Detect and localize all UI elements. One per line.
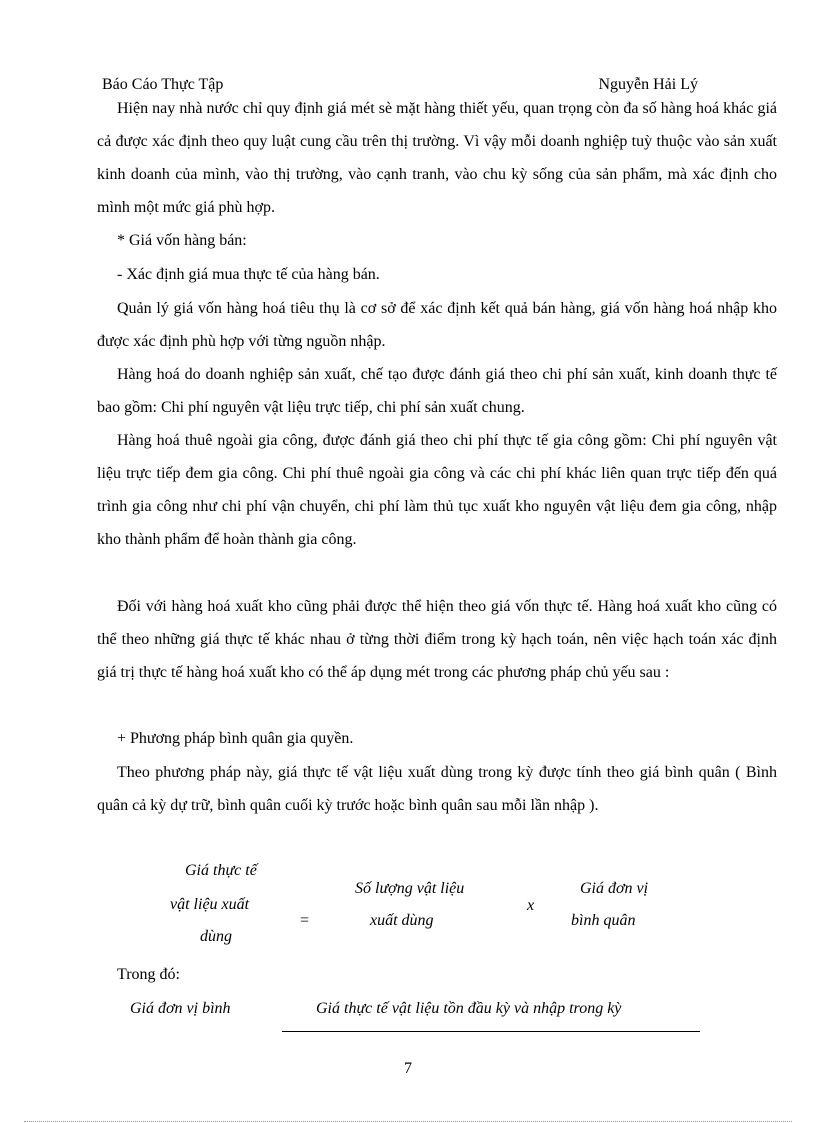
formula2-lhs: Giá đơn vị bình: [130, 1000, 231, 1017]
paragraph-4: Quản lý giá vốn hàng hoá tiêu thụ là cơ sở để xác định kết quả bán hàng, giá vốn hàng hoá nhập kho được xác định phù hợp với từng nguồn nhập.: [97, 300, 777, 350]
paragraph-8: + Phương pháp bình quân gia quyền.: [117, 730, 354, 747]
paragraph-7: Đối với hàng hoá xuất kho cũng phải được thể hiện theo giá vốn thực tế. Hàng hoá xuất kho cũng có thể theo những giá thực tế khác nhau ở từng thời điểm trong kỳ hạch toán, nên việc hạch toán xác định giá trị thực tế hàng hoá xuất kho có thể áp dụng mét trong các phương pháp chủ yếu sau :: [97, 598, 777, 681]
paragraph-6: Hàng hoá thuê ngoài gia công, được đánh giá theo chi phí thực tế gia công gồm: Chi phí nguyên vật liệu trực tiếp đem gia công. Chi phí thuê ngoài gia công và các chi phí khác liên quan trực tiếp đến quá trình gia công như chi phí vận chuyển, chi phí làm thủ tục xuất kho nguyên vật liệu đem gia công, nhập kho thành phẩm để hoàn thành gia công.: [97, 432, 777, 548]
formula-term1-line1: Số lượng vật liệu: [355, 880, 465, 897]
page-bottom-border: [24, 1121, 792, 1122]
paragraph-2: * Giá vốn hàng bán:: [117, 232, 247, 249]
formula-times: x: [527, 897, 535, 914]
formula-equals: =: [300, 912, 310, 929]
formula2-numerator: Giá thực tế vật liệu tồn đầu kỳ và nhập trong kỳ: [316, 1000, 622, 1017]
paragraph-5: Hàng hoá do doanh nghiệp sản xuất, chế tạo được đánh giá theo chi phí sản xuất, kinh doanh thực tế bao gồm: Chi phí nguyên vật liệu trực tiếp, chi phí sản xuất chung.: [97, 366, 777, 416]
paragraph-9: Theo phương pháp này, giá thực tế vật liệu xuất dùng trong kỳ được tính theo giá bình quân ( Bình quân cả kỳ dự trữ, bình quân cuối kỳ trước hoặc bình quân sau mỗi lần nhập ).: [97, 764, 777, 814]
header-left: Báo Cáo Thực Tập: [102, 76, 224, 93]
paragraph-1: Hiện nay nhà nước chỉ quy định giá mét sè mặt hàng thiết yếu, quan trọng còn đa số hàng hoá khác giá cả được xác định theo quy luật cung cầu trên thị trường. Vì vậy mỗi doanh nghiệp tuỳ thuộc vào sản xuất kinh doanh của mình, vào thị trường, vào cạnh tranh, vào chu kỳ sống của sản phẩm, mà xác định cho mình một mức giá phù hợp.: [97, 100, 777, 216]
formula-lhs-line1: Giá thực tế: [185, 862, 257, 879]
header-right: Nguyễn Hải Lý: [598, 76, 698, 93]
formula-term2-line1: Giá đơn vị: [580, 880, 649, 897]
fraction-bar: [282, 1031, 700, 1032]
formula-lhs-line3: dùng: [200, 928, 232, 945]
page-number: 7: [404, 1060, 412, 1077]
formula-lhs-line2: vật liệu xuất: [170, 896, 250, 913]
paragraph-3: - Xác định giá mua thực tế của hàng bán.: [117, 266, 380, 283]
formula-term2-line2: bình quân: [571, 912, 636, 929]
formula-term1-line2: xuất dùng: [370, 912, 434, 929]
where-label: Trong đó:: [117, 966, 180, 983]
